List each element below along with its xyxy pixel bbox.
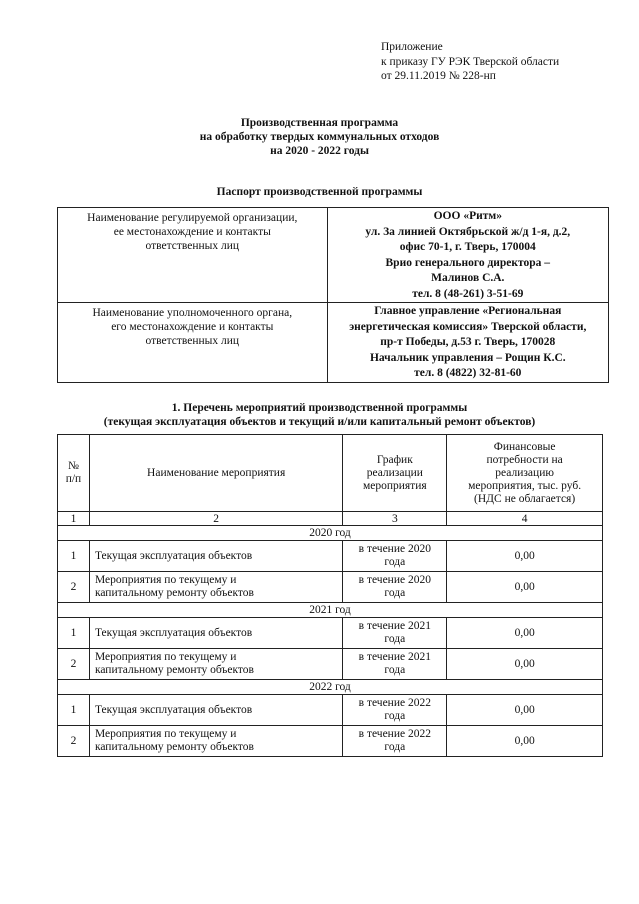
text-line: капитальному ремонту объектов — [94, 587, 254, 599]
event-schedule — [343, 618, 447, 649]
year-label: 2022 год — [58, 680, 603, 695]
passport-value — [327, 303, 608, 383]
event-row — [58, 541, 603, 572]
text-line: Главное управление «Региональная — [374, 305, 562, 317]
event-row — [58, 572, 603, 603]
year-row — [58, 603, 603, 618]
column-number: 2 — [89, 512, 342, 526]
column-number: 1 — [58, 512, 90, 526]
text-line: Наименование мероприятия — [147, 466, 286, 479]
event-name — [89, 695, 342, 726]
text-line: энергетическая комиссия» Тверской области, — [349, 320, 587, 333]
text-line: ответственных лиц — [145, 335, 240, 347]
event-finance-value: 0,00 — [447, 649, 603, 680]
text-line: ее местонахождение и контакты — [113, 226, 271, 238]
text-line: Врио генерального директора – — [385, 256, 551, 269]
text-line: года — [384, 664, 406, 676]
title-line: на обработку твердых коммунальных отходов — [199, 131, 440, 143]
section-title-line: (текущая эксплуатация объектов и текущий и/или капитальный ремонт объектов) — [103, 416, 536, 428]
passport-label — [58, 208, 328, 303]
text-line: капитальному ремонту объектов — [94, 741, 254, 753]
event-schedule — [343, 541, 447, 572]
event-number: 1 — [58, 618, 90, 649]
event-number: 2 — [58, 572, 90, 603]
text-line: Мероприятия по текущему и — [94, 574, 237, 586]
event-number: 2 — [58, 649, 90, 680]
text-line: пр-т Победы, д.53 г. Тверь, 170028 — [380, 336, 556, 348]
text-line: Мероприятия по текущему и — [94, 651, 237, 663]
event-schedule — [343, 572, 447, 603]
year-label: 2021 год — [58, 603, 603, 618]
text-line: ООО «Ритм» — [433, 210, 502, 222]
text-line: п/п — [65, 473, 82, 485]
passport-table — [57, 207, 609, 383]
title-line: Производственная программа — [240, 117, 399, 129]
text-line: года — [384, 710, 406, 722]
event-name — [89, 572, 342, 603]
appendix-line: Приложение — [381, 41, 443, 53]
text-line: Наименование регулируемой организации, — [87, 212, 298, 224]
event-finance-value: 0,00 — [447, 726, 603, 757]
text-line: Текущая эксплуатация объектов — [94, 626, 253, 639]
text-line: Текущая эксплуатация объектов — [94, 549, 253, 562]
event-row — [58, 618, 603, 649]
passport-title: Паспорт производственной программы — [216, 186, 423, 198]
text-line: его местонахождение и контакты — [111, 321, 274, 333]
finance-header — [447, 435, 603, 512]
text-line: Малинов С.А. — [431, 272, 505, 284]
text-line: Начальник управления – Рощин К.С. — [369, 351, 566, 364]
event-name — [89, 649, 342, 680]
year-label: 2020 год — [58, 526, 603, 541]
passport-row — [58, 208, 609, 303]
section-title — [0, 401, 639, 429]
text-line: в течение 2021 — [358, 620, 431, 632]
text-line: в течение 2022 — [358, 697, 431, 709]
text-line: реализацию — [495, 466, 554, 479]
appendix-block — [381, 40, 559, 84]
event-finance-value: 0,00 — [447, 695, 603, 726]
event-number: 2 — [58, 726, 90, 757]
year-row — [58, 680, 603, 695]
event-row — [58, 695, 603, 726]
year-row — [58, 526, 603, 541]
text-line: Текущая эксплуатация объектов — [94, 703, 253, 716]
schedule-header — [343, 435, 447, 512]
text-line: Наименование уполномоченного органа, — [92, 307, 293, 319]
text-line: (НДС не облагается) — [474, 492, 576, 505]
text-line: тел. 8 (4822) 32-81-60 — [414, 367, 522, 379]
text-line: в течение 2020 — [358, 543, 431, 555]
event-schedule — [343, 695, 447, 726]
events-table — [57, 434, 603, 757]
passport-value — [327, 208, 608, 303]
column-number: 3 — [343, 512, 447, 526]
text-line: мероприятия, тыс. руб. — [468, 479, 582, 492]
text-line: тел. 8 (48-261) 3-51-69 — [412, 287, 524, 300]
event-name — [89, 541, 342, 572]
header-row — [58, 435, 603, 512]
passport-label — [58, 303, 328, 383]
event-number: 1 — [58, 541, 90, 572]
text-line: График — [376, 453, 413, 466]
num-header — [58, 435, 90, 512]
event-row — [58, 649, 603, 680]
text-line: капитальному ремонту объектов — [94, 664, 254, 676]
column-numbers-row — [58, 512, 603, 526]
text-line: в течение 2020 — [358, 574, 431, 586]
event-finance-value: 0,00 — [447, 618, 603, 649]
title-line: на 2020 - 2022 годы — [270, 145, 369, 157]
text-line: года — [384, 633, 406, 645]
column-number: 4 — [447, 512, 603, 526]
appendix-line: к приказу ГУ РЭК Тверской области — [381, 55, 560, 68]
text-line: офис 70-1, г. Тверь, 170004 — [399, 241, 536, 253]
name-header — [89, 435, 342, 512]
section-title-line: 1. Перечень мероприятий производственной программы — [171, 402, 468, 414]
text-line: Финансовые — [493, 440, 556, 453]
event-finance-value: 0,00 — [447, 572, 603, 603]
text-line: Мероприятия по текущему и — [94, 728, 237, 740]
event-number: 1 — [58, 695, 90, 726]
text-line: года — [384, 556, 406, 568]
appendix-line: от 29.11.2019 № 228-нп — [381, 70, 496, 82]
event-name — [89, 618, 342, 649]
text-line: реализации — [366, 466, 423, 479]
text-line: в течение 2021 — [358, 651, 431, 663]
text-line: ул. За линией Октябрьской ж/д 1-я, д.2, — [365, 225, 571, 238]
text-line: в течение 2022 — [358, 728, 431, 740]
document-title — [0, 116, 639, 158]
text-line: потребности на — [486, 453, 563, 466]
text-line: года — [384, 741, 406, 753]
passport-row — [58, 303, 609, 383]
text-line: ответственных лиц — [145, 240, 240, 252]
event-row — [58, 726, 603, 757]
text-line: года — [384, 587, 406, 599]
text-line: мероприятия — [362, 479, 427, 492]
text-line: № — [67, 460, 79, 472]
event-schedule — [343, 649, 447, 680]
event-name — [89, 726, 342, 757]
event-schedule — [343, 726, 447, 757]
event-finance-value: 0,00 — [447, 541, 603, 572]
